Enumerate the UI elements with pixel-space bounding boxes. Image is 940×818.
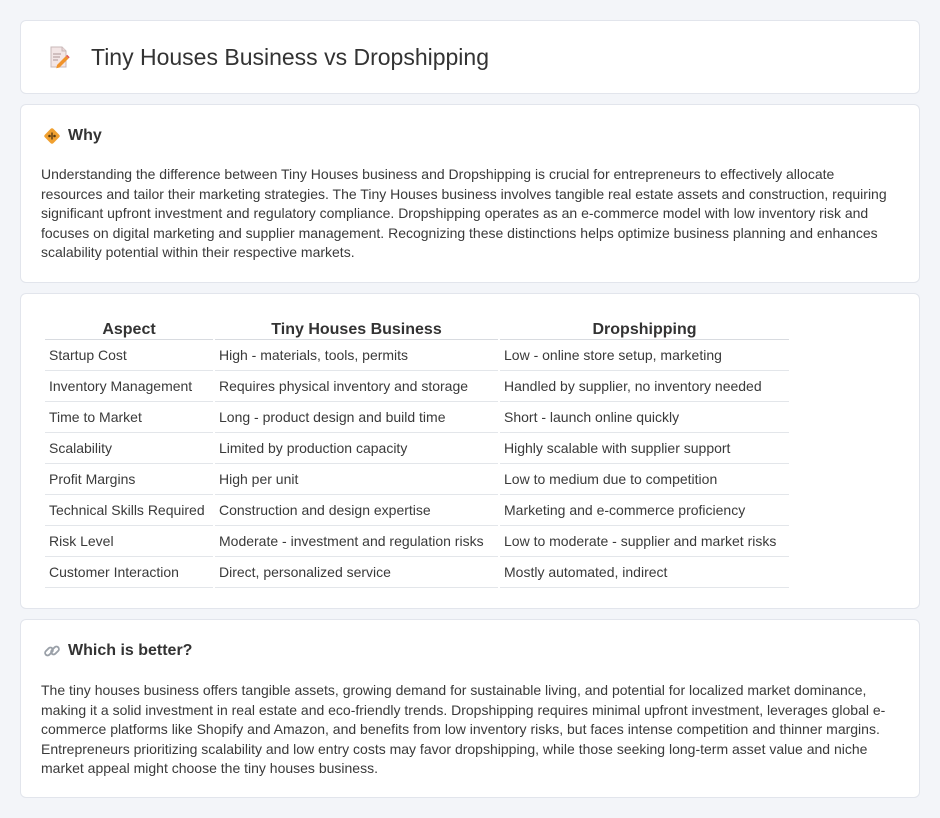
why-section xyxy=(20,104,920,283)
table-cell: Mostly automated, indirect xyxy=(500,557,789,588)
table-cell: Requires physical inventory and storage xyxy=(215,371,498,402)
table-cell: Moderate - investment and regulation risks xyxy=(215,526,498,557)
table-cell: Limited by production capacity xyxy=(215,433,498,464)
table-cell: Construction and design expertise xyxy=(215,495,498,526)
table-row xyxy=(45,340,789,371)
link-icon xyxy=(43,642,61,660)
which-is-better-heading: Which is better? xyxy=(68,642,193,659)
table-row xyxy=(45,464,789,495)
table-cell: Inventory Management xyxy=(45,371,213,402)
table-row xyxy=(45,402,789,433)
table-cell: Scalability xyxy=(45,433,213,464)
why-paragraph: Understanding the difference between Tiny Houses business and Dropshipping is crucial for entrepreneurs to effectively allocate resources and tailor their marketing strategies. The Tiny Houses business involves tangible real estate assets and construction, requiring significant upfront investment and regulatory compliance. Dropshipping operates as an e-commerce model with low inventory risk and focuses on digital marketing and supplier management. Recognizing these distinctions helps optimize business planning and enhances scalability potential within their respective markets. xyxy=(41,166,887,261)
document-edit-icon xyxy=(47,45,71,69)
comparison-section xyxy=(20,293,920,609)
table-cell: Highly scalable with supplier support xyxy=(500,433,789,464)
table-cell: Low to medium due to competition xyxy=(500,464,789,495)
column-header-aspect: Aspect xyxy=(45,315,213,340)
table-cell: Marketing and e-commerce proficiency xyxy=(500,495,789,526)
table-cell: High - materials, tools, permits xyxy=(215,340,498,371)
why-heading: Why xyxy=(68,127,102,144)
column-header-tiny-houses: Tiny Houses Business xyxy=(215,315,498,340)
table-cell: High per unit xyxy=(215,464,498,495)
table-header-row xyxy=(45,315,789,340)
table-row xyxy=(45,495,789,526)
table-row xyxy=(45,433,789,464)
diamond-warning-icon xyxy=(43,127,61,145)
which-is-better-section xyxy=(20,619,920,798)
column-header-dropshipping: Dropshipping xyxy=(500,315,789,340)
table-cell: Long - product design and build time xyxy=(215,402,498,433)
table-cell: Low to moderate - supplier and market risks xyxy=(500,526,789,557)
table-cell: Low - online store setup, marketing xyxy=(500,340,789,371)
title-card xyxy=(20,20,920,94)
table-cell: Handled by supplier, no inventory needed xyxy=(500,371,789,402)
table-cell: Customer Interaction xyxy=(45,557,213,588)
table-row xyxy=(45,557,789,588)
table-row xyxy=(45,371,789,402)
table-cell: Short - launch online quickly xyxy=(500,402,789,433)
table-cell: Time to Market xyxy=(45,402,213,433)
page-title: Tiny Houses Business vs Dropshipping xyxy=(91,43,489,70)
comparison-table xyxy=(43,315,791,588)
table-cell: Direct, personalized service xyxy=(215,557,498,588)
table-cell: Profit Margins xyxy=(45,464,213,495)
table-cell: Startup Cost xyxy=(45,340,213,371)
table-row xyxy=(45,526,789,557)
table-cell: Risk Level xyxy=(45,526,213,557)
which-is-better-paragraph: The tiny houses business offers tangible assets, growing demand for sustainable living, and potential for localized market dominance, making it a solid investment in real estate and eco-friendly trends. Dropshipping requires minimal upfront investment, leverages global e-commerce platforms like Shopify and Amazon, and benefits from low inventory risks, but faces intense competition and thinner margins. Entrepreneurs prioritizing scalability and low entry costs may favor dropshipping, while those seeking long-term asset value and niche market appeal might choose the tiny houses business. xyxy=(41,682,886,777)
table-cell: Technical Skills Required xyxy=(45,495,213,526)
